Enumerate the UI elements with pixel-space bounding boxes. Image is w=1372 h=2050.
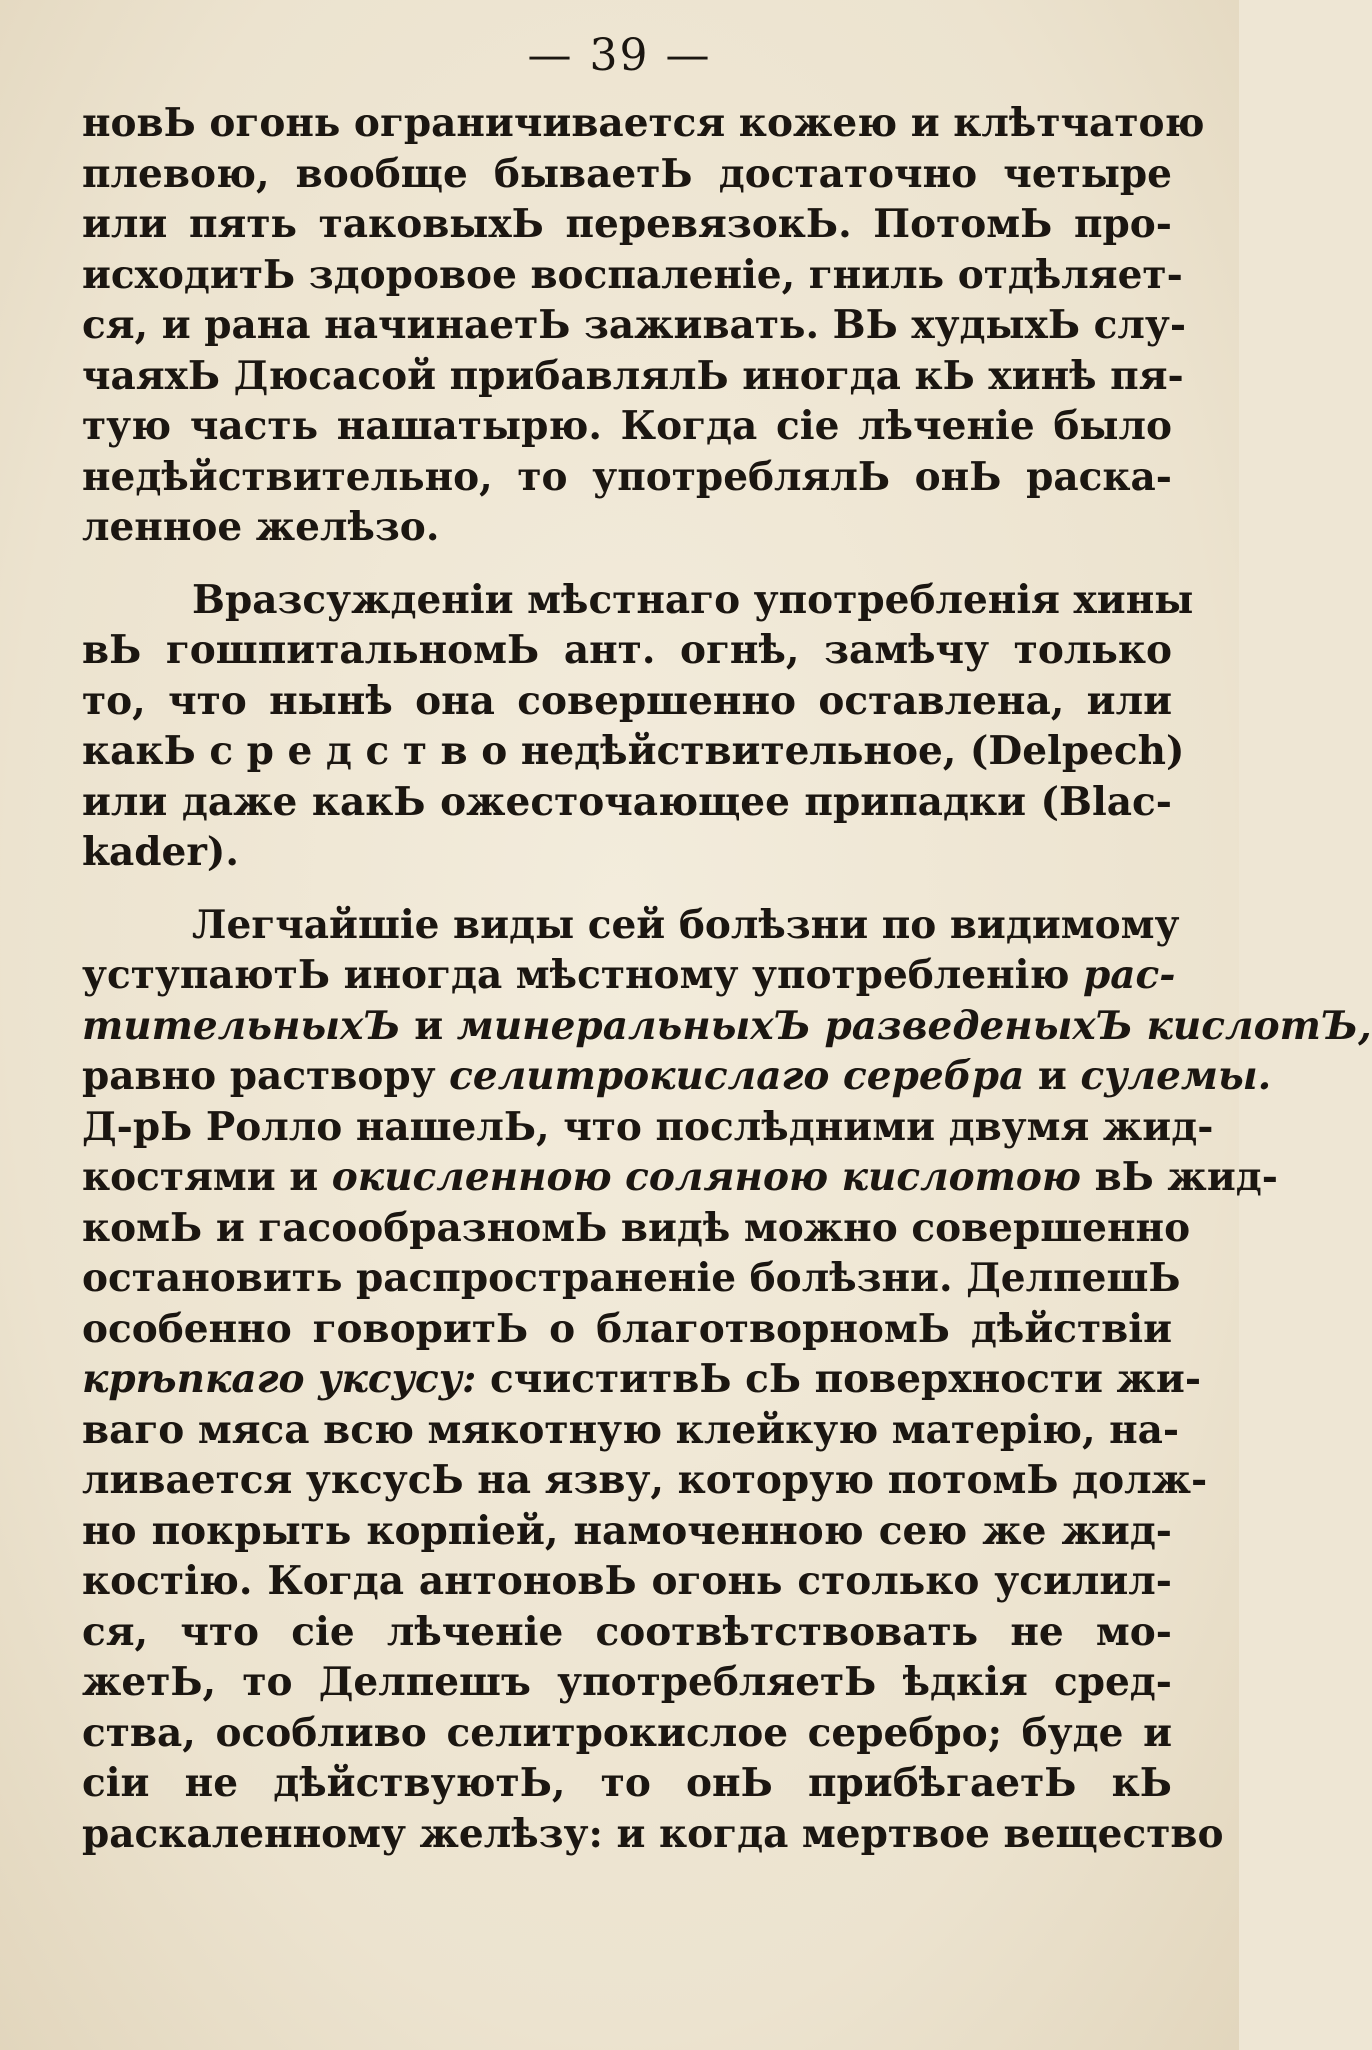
text-segment: плевою, вообще бываетЬ достаточно четыре (82, 150, 1172, 197)
text-line (82, 1809, 1224, 1860)
text-line (82, 1556, 1172, 1607)
text-line (82, 827, 1172, 878)
text-segment: kader). (82, 829, 239, 875)
italic-text: сулемы. (1080, 1053, 1272, 1099)
text-line (82, 300, 1187, 351)
text-line (82, 1001, 1372, 1052)
text-line (82, 575, 1194, 626)
text-segment: чаяхЬ Дюсасой прибавлялЬ иногда кЬ хинѣ пя- (82, 352, 1184, 399)
text-line (82, 726, 1185, 777)
text-segment: комЬ и гасообразномЬ видѣ можно совершенно (82, 1204, 1191, 1251)
text-line (82, 199, 1172, 250)
text-line (82, 1354, 1202, 1405)
text-segment: сіи не дѣйствуютЬ, то онЬ прибѣгаетЬ кЬ (82, 1760, 1172, 1806)
text-line (82, 250, 1183, 301)
text-segment: жетЬ, то Делпешъ употребляетЬ ѣдкія сред- (82, 1659, 1172, 1705)
text-segment: ваго мяса всю мякотную клейкую матерію, на- (82, 1406, 1180, 1453)
text-line (82, 1253, 1181, 1304)
text-line (82, 1506, 1172, 1557)
text-segment: какЬ с р е д с т в о недѣйствительное, (Delpech) (82, 728, 1185, 774)
paragraph (82, 900, 1372, 1860)
text-segment: новЬ огонь ограничивается кожею и клѣтчатою (82, 100, 1205, 146)
text-segment: ся, и рана начинаетЬ заживать. ВЬ худыхЬ слу- (82, 302, 1187, 348)
text-line (82, 401, 1172, 452)
text-segment: особенно говоритЬ о благотворномЬ дѣйствіи (82, 1305, 1172, 1352)
paragraph (82, 98, 1205, 553)
italic-text: окисленною соляною кислотою (331, 1154, 1081, 1200)
text-segment: костію. Когда антоновЬ огонь столько усилил- (82, 1558, 1172, 1604)
text-segment: ленное желѣзо. (82, 504, 440, 550)
text-line (82, 900, 1180, 951)
italic-text: селитрокислаго серебра (449, 1053, 1025, 1099)
text-segment: ливается уксусЬ на язву, которую потомЬ долж- (82, 1457, 1208, 1503)
text-segment: исходитЬ здоровое воспаленіе, гниль отдѣляет- (82, 251, 1183, 298)
text-line (82, 98, 1205, 149)
text-segment: или даже какЬ ожесточающее припадки (Blac- (82, 778, 1172, 825)
text-segment: ства, особливо селитрокислое серебро; буде и (82, 1709, 1172, 1756)
text-line (82, 950, 1176, 1001)
text-line (82, 1152, 1278, 1203)
text-segment: то, что нынѣ она совершенно оставлена, или (82, 677, 1172, 724)
body-text (82, 98, 1372, 1859)
text-line (82, 351, 1184, 402)
italic-text: минеральныхЪ разведеныхЪ кислотЪ, (456, 1002, 1372, 1049)
text-line (82, 1607, 1172, 1658)
text-segment: тую часть нашатырю. Когда сіе лѣченіе было (82, 403, 1172, 449)
text-segment: Д-рЬ Ролло нашелЬ, что послѣдними двумя жид- (82, 1103, 1214, 1150)
text-segment: и (400, 1002, 457, 1049)
text-line (82, 502, 1172, 553)
text-segment: но покрыть корпіей, намоченною сею же жид- (82, 1507, 1172, 1554)
text-line (82, 1203, 1191, 1254)
text-line (82, 1304, 1172, 1355)
text-line (82, 149, 1172, 200)
text-line (82, 1102, 1214, 1153)
text-line (82, 1657, 1172, 1708)
text-segment: Легчайшіе виды сей болѣзни по видимому (192, 901, 1180, 948)
text-segment: и (1024, 1053, 1081, 1099)
page-number: — 39 — (527, 30, 712, 81)
text-segment: остановить распространеніе болѣзни. ДелпешЬ (82, 1255, 1181, 1301)
italic-text: тительныхЪ (82, 1002, 401, 1049)
text-line (82, 777, 1172, 828)
text-segment: ся, что сіе лѣченіе соотвѣтствовать не мо- (82, 1608, 1172, 1655)
paragraph (82, 575, 1194, 878)
text-segment: уступаютЬ иногда мѣстному употребленію (82, 952, 1084, 998)
text-line (82, 1405, 1180, 1456)
text-line (82, 452, 1172, 503)
italic-text: крѣпкаго уксусу: (82, 1356, 477, 1402)
text-segment: или пять таковыхЬ перевязокЬ. ПотомЬ про- (82, 201, 1172, 247)
text-line (82, 1758, 1172, 1809)
text-segment: Вразсужденіи мѣстнаго употребленія хины (192, 576, 1194, 623)
text-segment: вЬ гошпитальномЬ ант. огнѣ, замѣчу только (82, 627, 1172, 673)
italic-text: рас- (1083, 952, 1176, 998)
text-segment: счиститвЬ сЬ поверхности жи- (476, 1356, 1202, 1402)
text-segment: раскаленному желѣзу: и когда мертвое вещество (82, 1810, 1224, 1857)
text-line (82, 1051, 1272, 1102)
text-line (82, 1708, 1172, 1759)
text-segment: недѣйствительно, то употреблялЬ онЬ раска- (82, 453, 1172, 500)
text-line (82, 1455, 1208, 1506)
text-line (82, 676, 1172, 727)
text-segment: костями и (82, 1154, 332, 1200)
text-line (82, 625, 1172, 676)
text-segment: вЬ жид- (1081, 1154, 1278, 1200)
text-segment: равно раствору (82, 1053, 450, 1099)
